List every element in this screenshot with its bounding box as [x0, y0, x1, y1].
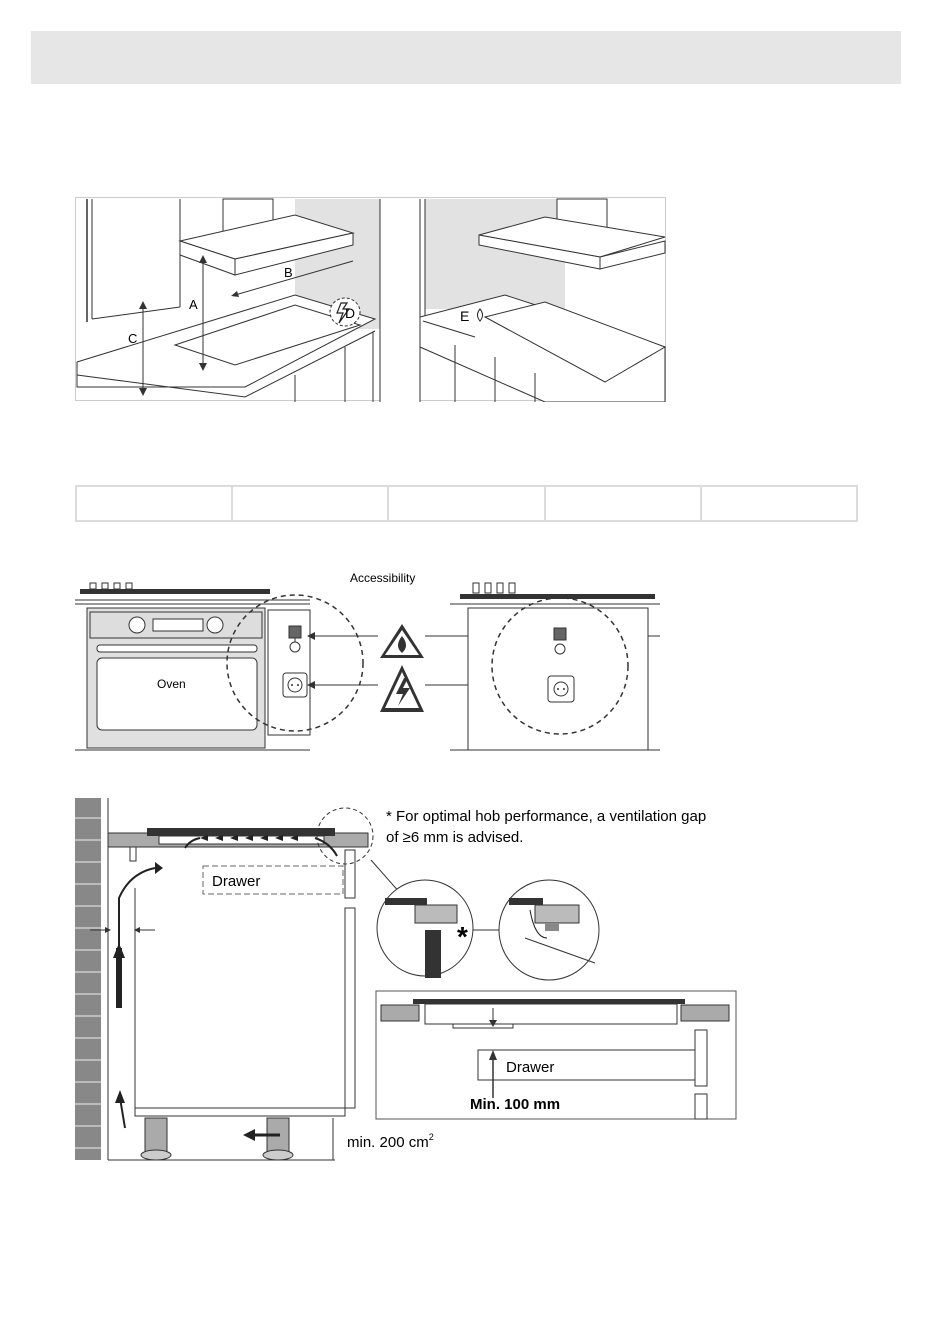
fire-warning-icon — [380, 624, 424, 658]
socket-icon — [283, 673, 307, 697]
asterisk-mark: * — [457, 921, 468, 952]
dim-d-label: D — [345, 305, 356, 321]
table-cell — [545, 486, 701, 521]
socket-icon — [548, 676, 574, 702]
ventilation-note-line1: * For optimal hob performance, a ventilation gap — [386, 808, 707, 825]
oven-label: Oven — [157, 677, 186, 691]
hood-clearance-figure — [75, 197, 667, 402]
dim-a-label: A — [189, 297, 198, 312]
table-cell — [76, 486, 232, 521]
drawer-label: Drawer — [212, 873, 261, 890]
dim-e-label: E — [460, 308, 470, 324]
ventilation-figure — [75, 798, 740, 1168]
dim-c-label: C — [128, 331, 138, 346]
accessibility-figure — [75, 570, 665, 760]
min-area-label: min. 200 $cm^2$ — [347, 1132, 434, 1151]
ventilation-note-line2: of ≥6 mm is advised. — [386, 829, 524, 846]
dimension-table — [75, 485, 858, 522]
drawer-label-detail: Drawer — [506, 1059, 555, 1076]
header-bar — [31, 31, 901, 84]
table-cell — [232, 486, 388, 521]
table-cell — [701, 486, 857, 521]
accessibility-label: Accessibility — [350, 571, 416, 585]
min-distance-label: Min. 100 mm — [470, 1096, 561, 1113]
dim-b-label: B — [284, 265, 293, 280]
electric-warning-icon — [380, 665, 424, 712]
table-cell — [388, 486, 544, 521]
